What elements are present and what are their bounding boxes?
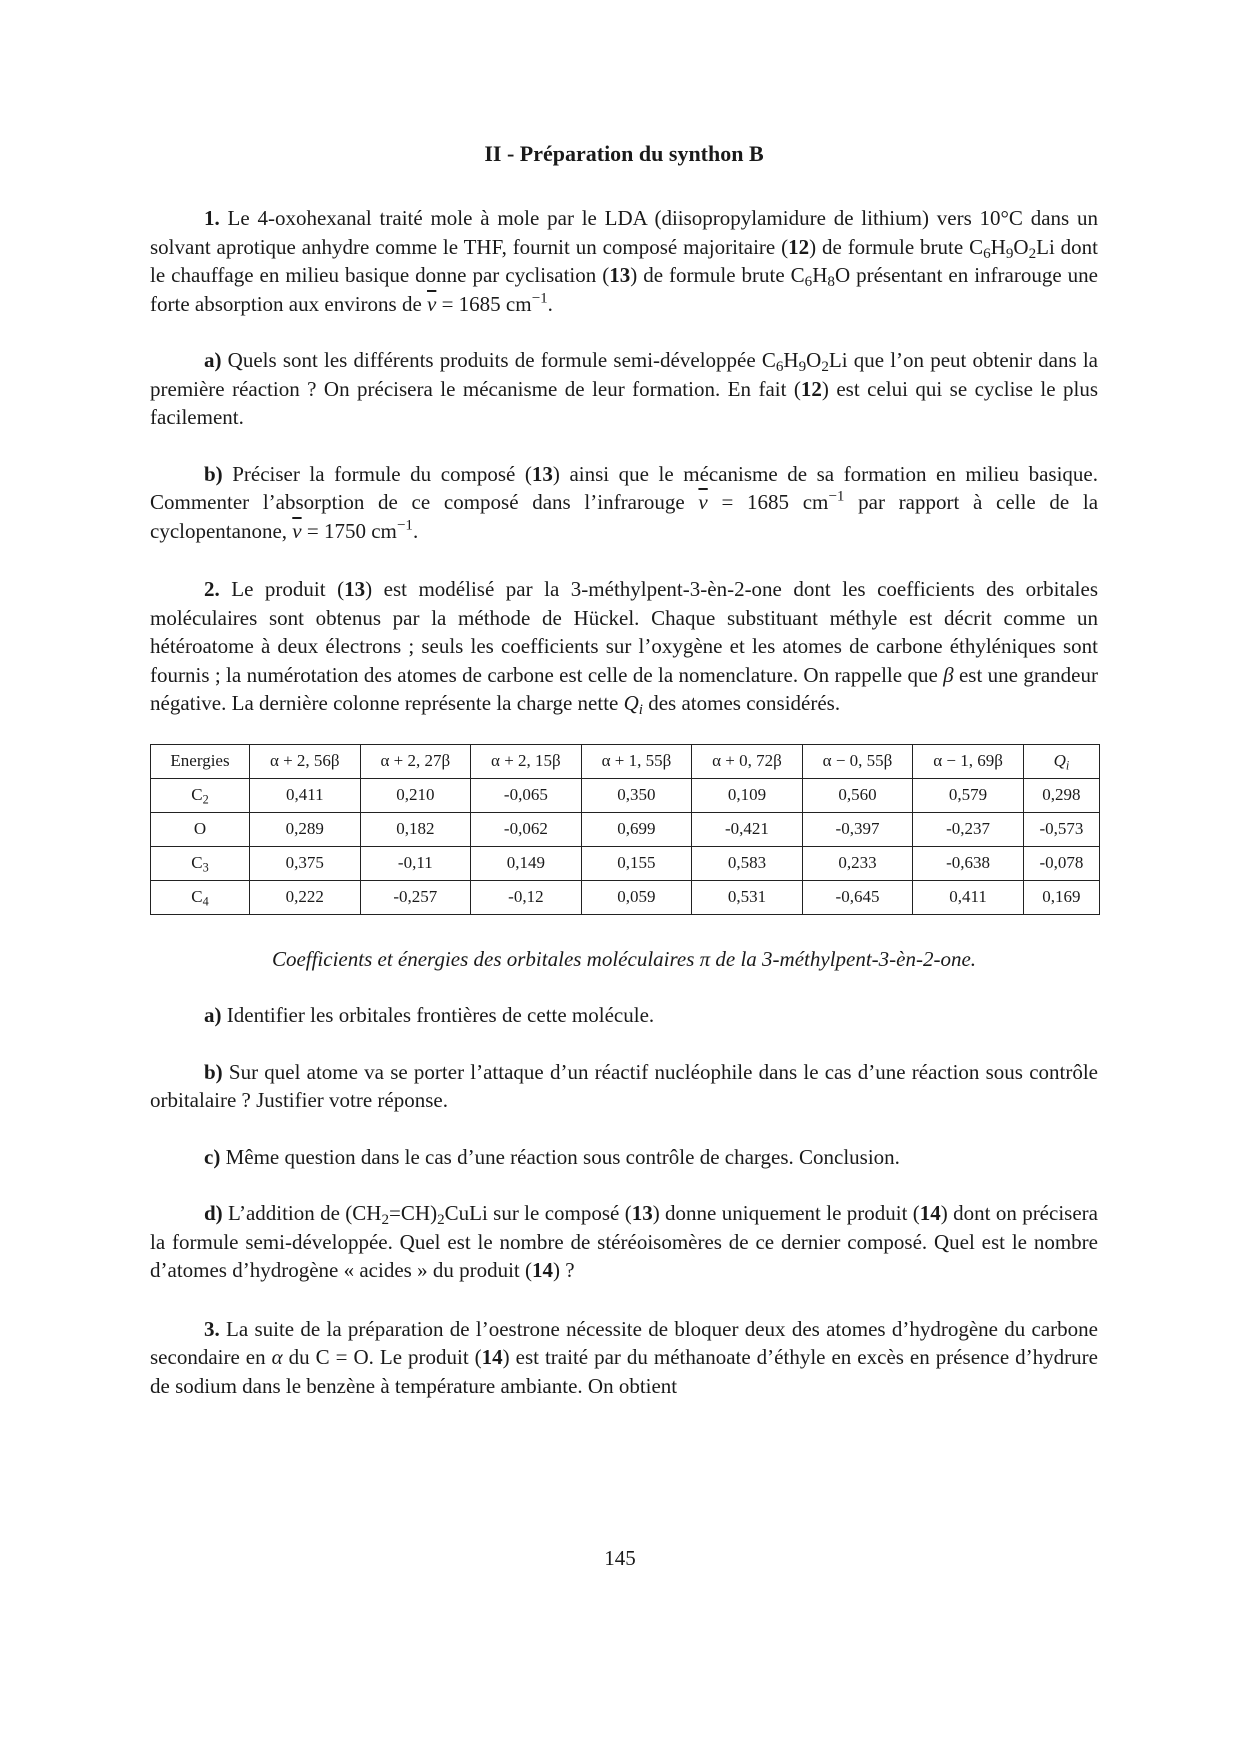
table-cell: 0,210 — [360, 778, 471, 812]
question-2a: a) Identifier les orbitales frontières de cette molécule. — [204, 1003, 655, 1027]
table-cell: -0,12 — [471, 880, 582, 914]
table-cell: 0,579 — [913, 778, 1024, 812]
table-row — [151, 812, 1100, 846]
table-header-energies: Energies — [151, 744, 250, 778]
table-cell: 0,109 — [692, 778, 803, 812]
question-1: 1. Le 4-oxohexanal traité mole à mole par le LDA (diisopropylamidure de lithium) vers 10°C dans un solvant aprotique anhydre comme le THF, fournit un composé majoritaire (12) de formule brute $C_6H_9O_2Li$ dont le chauffage en milieu basique donne par cyclisation (13) de formule brute $C_6H_8O$ présentant en infrarouge une forte absorption aux environs de $\overline{\nu} = 1685$ $cm^{-1}$. — [150, 206, 1098, 316]
table-row — [151, 778, 1100, 812]
table-cell: -0,573 — [1023, 812, 1099, 846]
table-header-energy: α − 1, 69β — [913, 744, 1024, 778]
table-cell: -0,397 — [802, 812, 913, 846]
section-title: II - Préparation du synthon B — [484, 141, 764, 166]
table-cell: 0,699 — [581, 812, 692, 846]
table-cell: -0,078 — [1023, 846, 1099, 880]
question-3: 3. La suite de la préparation de l’oestrone nécessite de bloquer deux des atomes d’hydrogène du carbone secondaire en α du C = O. Le produit (14) est traité par du méthanoate d’éthyle en excès en présence d’hydrure de sodium dans le benzène à température ambiante. On obtient — [150, 1316, 1098, 1398]
table-cell: -0,638 — [913, 846, 1024, 880]
table-caption: Coefficients et énergies des orbitales moléculaires π de la 3-méthylpent-3-èn-2-one. — [271, 946, 977, 971]
question-2c: c) Même question dans le cas d’une réaction sous contrôle de charges. Conclusion. — [204, 1144, 900, 1169]
question-2: 2. Le produit (13) est modélisé par la 3-méthylpent-3-èn-2-one dont les coefficients des orbitales moléculaires sont obtenus par la méthode de Hückel. Chaque substituant méthyle est décrit comme un hétéroatome à deux électrons ; seuls les coefficients sur l’oxygène et les atomes de carbone éthyléniques sont fournis ; la numérotation des atomes de carbone est celle de la nomenclature. On rappelle que β est une grandeur négative. La dernière colonne représente la charge nette $Q_i$ des atomes considérés. — [150, 577, 1098, 719]
table-cell: 0,169 — [1023, 880, 1099, 914]
table-cell: 0,411 — [913, 880, 1024, 914]
table-cell: 0,375 — [250, 846, 361, 880]
table-cell: 0,059 — [581, 880, 692, 914]
question-2d: d) L’addition de $(CH_2=CH)_2CuLi$ sur le composé (13) donne uniquement le produit (14) dont on précisera la formule semi-développée. Quel est le nombre de stéréoisomères de ce dernier composé. Quel est le nombre d’atomes d’hydrogène « acides » du produit (14) ? — [150, 1201, 1098, 1282]
table-header-energy: α + 2, 56β — [250, 744, 361, 778]
table-cell: -0,257 — [360, 880, 471, 914]
table-row — [151, 846, 1100, 880]
table-header-energy: α + 2, 27β — [360, 744, 471, 778]
table-cell: 0,411 — [250, 778, 361, 812]
table-cell: 0,233 — [802, 846, 913, 880]
page-body — [150, 140, 1098, 1400]
orbital-coefficients-table — [150, 744, 1100, 915]
table-cell: 0,222 — [250, 880, 361, 914]
table-cell: 0,149 — [471, 846, 582, 880]
page-number: 145 — [604, 1546, 636, 1570]
table-cell: 0,531 — [692, 880, 803, 914]
question-2b: b) Sur quel atome va se porter l’attaque d’un réactif nucléophile dans le cas d’une réaction sous contrôle orbitalaire ? Justifier votre réponse. — [150, 1059, 1098, 1112]
question-number: 1. — [204, 206, 220, 230]
table-cell: -0,062 — [471, 812, 582, 846]
table-cell: 0,182 — [360, 812, 471, 846]
table-row — [151, 880, 1100, 914]
table-cell: 0,583 — [692, 846, 803, 880]
table-header-energy: α + 1, 55β — [581, 744, 692, 778]
table-header-row — [151, 744, 1100, 778]
atom-cell: O — [151, 812, 250, 846]
table-cell: -0,645 — [802, 880, 913, 914]
table-header-charge: $Q_i$ — [1023, 744, 1099, 778]
question-number: 3. — [204, 1316, 220, 1341]
table-header-energy: α + 2, 15β — [471, 744, 582, 778]
table-cell: -0,065 — [471, 778, 582, 812]
question-number: 2. — [204, 577, 220, 601]
table-cell: -0,11 — [360, 846, 471, 880]
table-header-energy: α − 0, 55β — [802, 744, 913, 778]
table-cell: 0,155 — [581, 846, 692, 880]
atom-cell: $C_4$ — [151, 880, 250, 914]
question-1b: b) Préciser la formule du composé (13) ainsi que le mécanisme de sa formation en milieu basique. Commenter l’absorption de ce composé dans l’infrarouge $\overline{\nu} = 1685$ $cm^{-1}$ par rapport à celle de la cyclopentanone, $\overline{\nu} = 1750$ $cm^{-1}$. — [150, 461, 1099, 543]
table-cell: 0,289 — [250, 812, 361, 846]
table-header-energy: α + 0, 72β — [692, 744, 803, 778]
table-cell: 0,560 — [802, 778, 913, 812]
table-cell: 0,350 — [581, 778, 692, 812]
table-cell: -0,237 — [913, 812, 1024, 846]
atom-cell: $C_2$ — [151, 778, 250, 812]
table-cell: -0,421 — [692, 812, 803, 846]
atom-cell: $C_3$ — [151, 846, 250, 880]
table-cell: 0,298 — [1023, 778, 1099, 812]
question-1a: a) Quels sont les différents produits de formule semi-développée $C_6H_9O_2Li$ que l’on peut obtenir dans la première réaction ? On précisera le mécanisme de leur formation. En fait (12) est celui qui se cyclise le plus facilement. — [150, 348, 1098, 429]
